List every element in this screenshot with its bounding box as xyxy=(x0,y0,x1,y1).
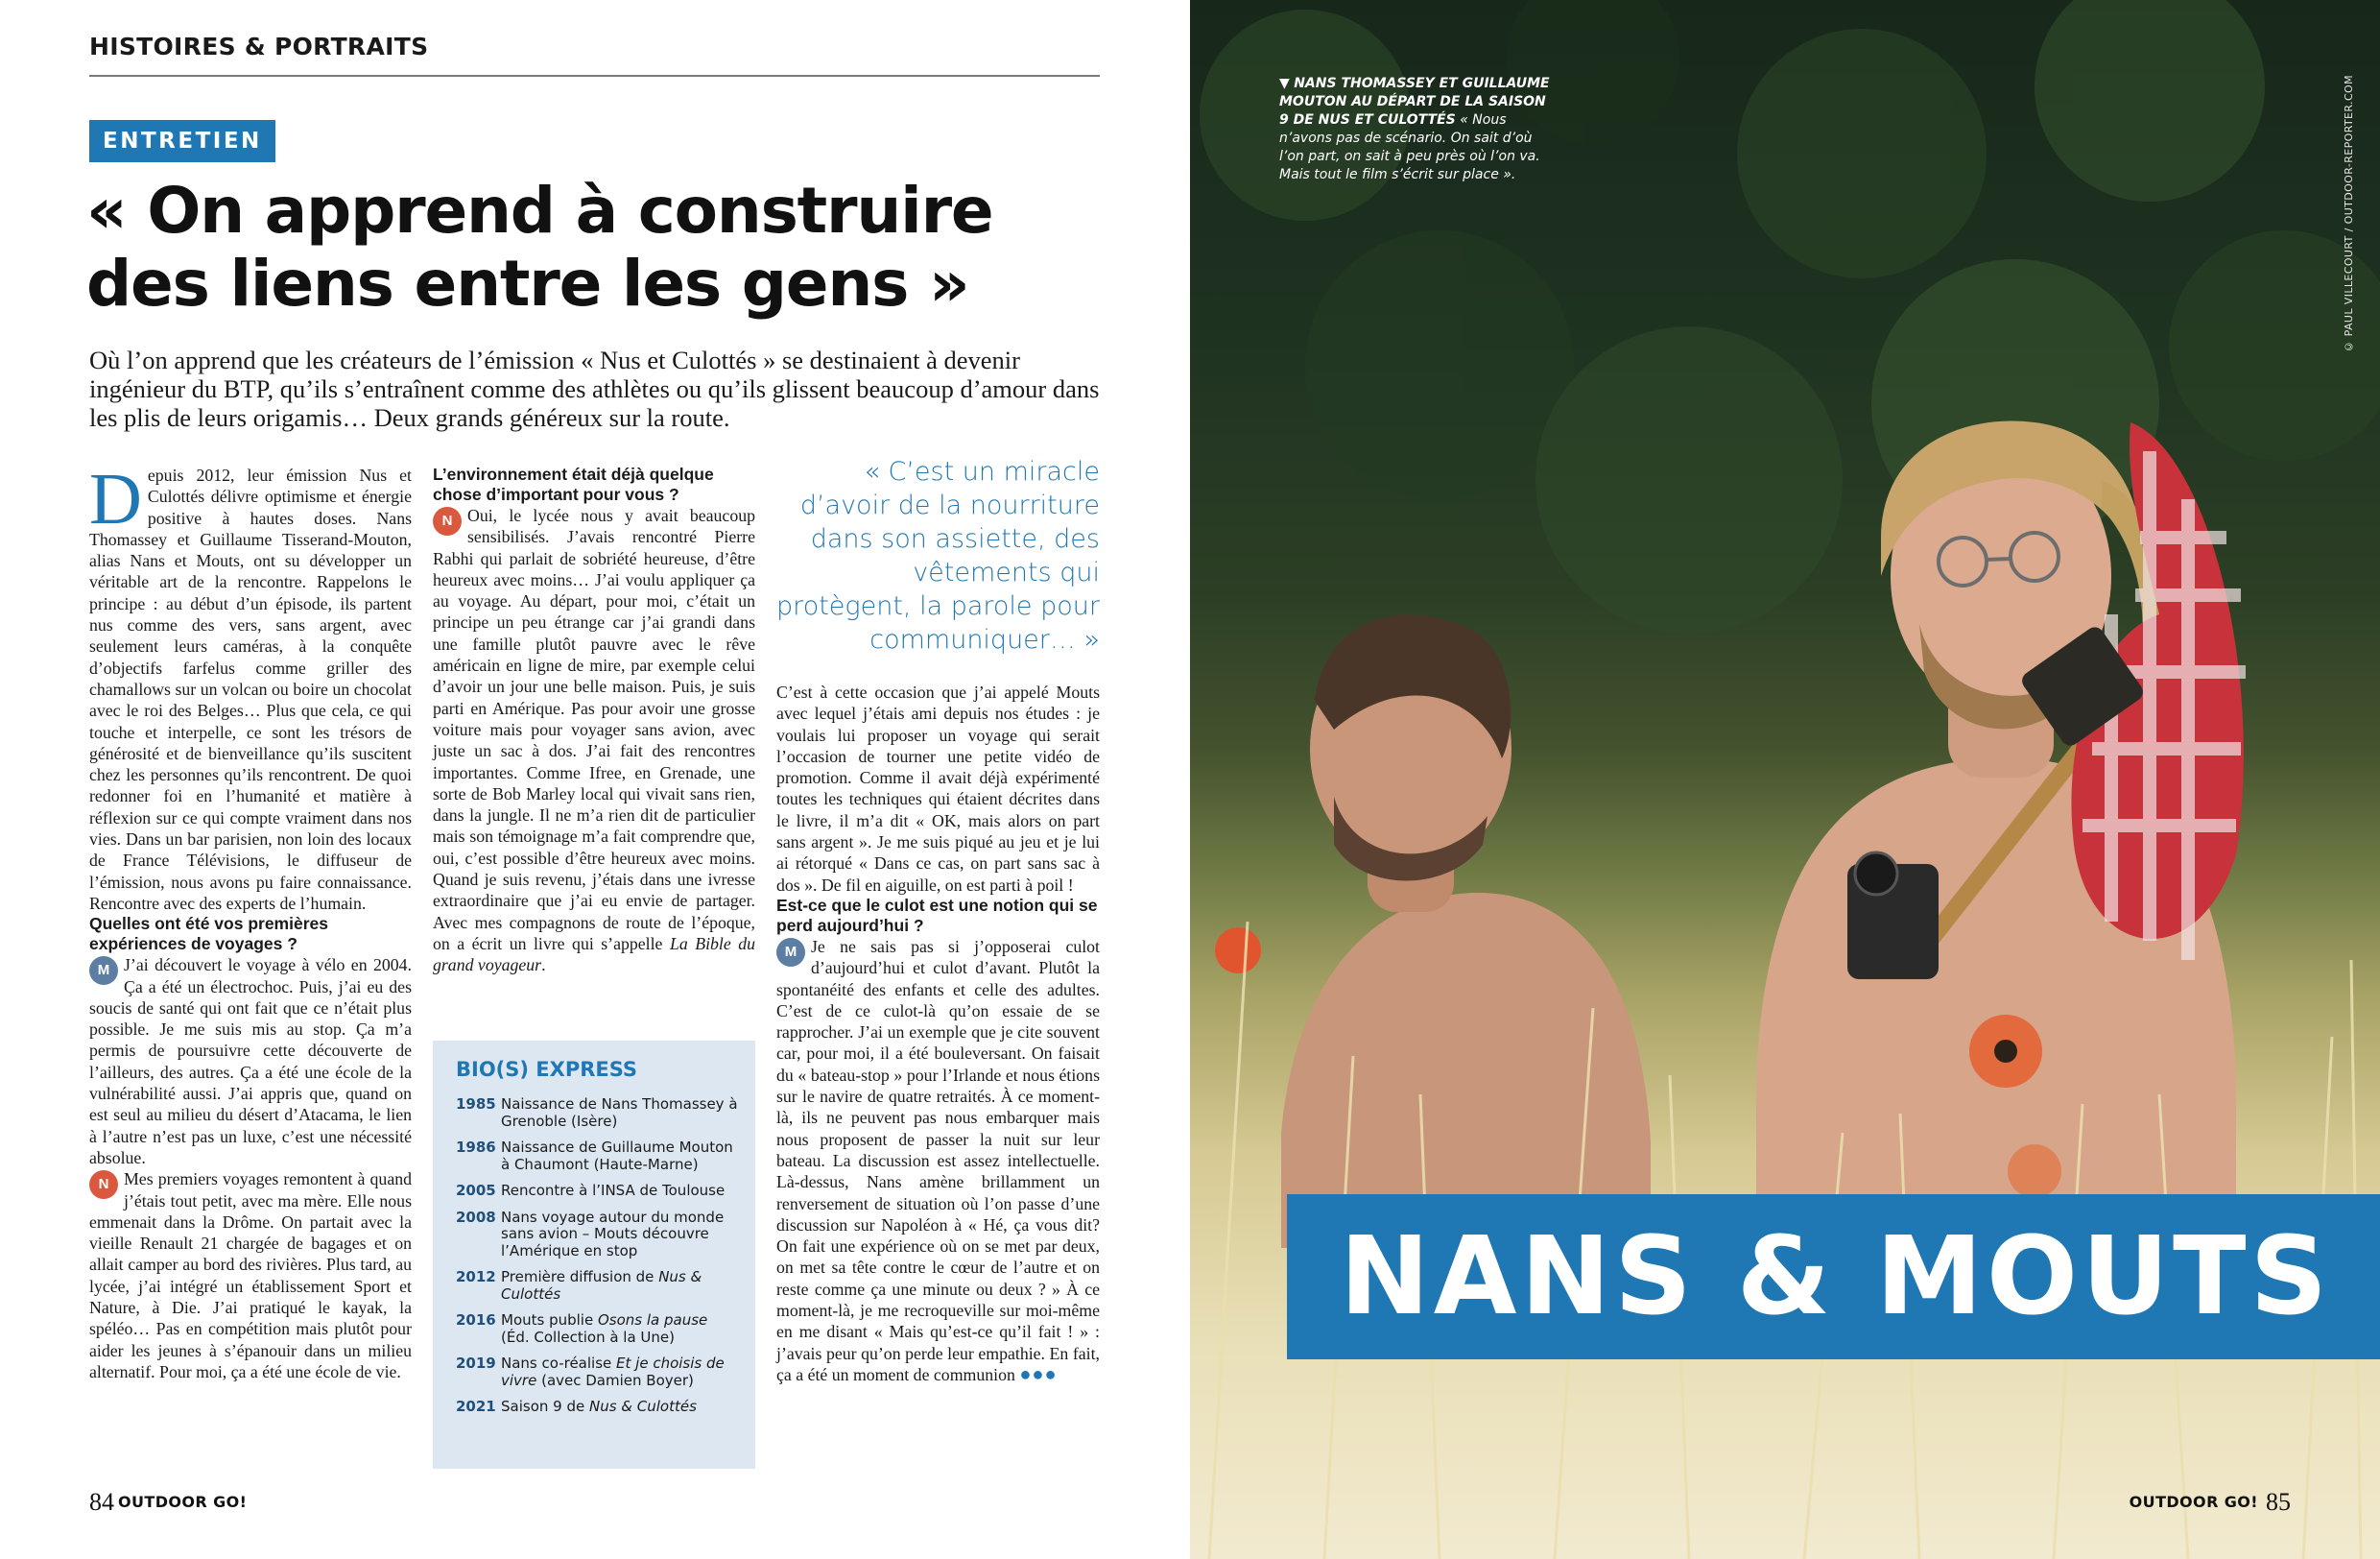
caption-arrow-icon: ▼ xyxy=(1279,76,1295,91)
book-title: La Bible du grand voyageur xyxy=(433,933,755,975)
bio-row xyxy=(456,1355,740,1389)
magazine-brand-left: OUTDOOR GO! xyxy=(118,1493,248,1511)
answer-1-m xyxy=(89,954,412,1168)
bio-text-main: Naissance de Nans Thomassey à Grenoble (Isère) xyxy=(501,1095,738,1130)
intro-text: epuis 2012, leur émission Nus et Culottés délivre optimisme et énergie positive à hautes doses. Nans Thomassey et Guillaume Tisserand-Mouton, alias Nans et Mouts, ont su développer un véritable art de la rencontre. Rappelons le principe : au début d’un épisode, ils partent nus comme des vers, sans argent, avec seulement leurs caméras, à la conquête d’objectifs farfelus comme griller des chamallows sur un volcan ou boire un chocolat avec le roi des Belges… Plus que cela, ce qui touche et interpelle, ce sont les trésors de générosité et de bienveillance qu’ils suscitent chez les personnes qu’ils rencontrent. De quoi redonner foi en l’humanité et matière à réflexion sur ce qui compte vraiment dans nos vies. Dans un bar parisien, non loin des locaux de France Télévisions, le diffuseur de l’émission, nous avons pu faire connaissance. Rencontre avec des experts de l’humain. xyxy=(89,466,412,913)
headline xyxy=(86,175,1104,321)
photo-caption xyxy=(1279,75,1553,184)
caption-title: NANS THOMASSEY ET GUILLAUME MOUTON AU DÉPART DE LA SAISON 9 DE NUS ET CULOTTÉS xyxy=(1279,76,1550,128)
answer-2-n-text: Oui, le lycée nous y avait beaucoup sensibilisés. J’avais rencontré Pierre Rabhi qui parlait de sobriété heureuse, d’être heureux avec moins… J’ai voulu appliquer ça au voyage. Au départ, pour moi, c’était un principe un peu étrange car j’ai grandi dans une famille plutôt pauvre avec le rêve américain en ligne de mire, par exemple celui d’avoir un jour une belle maison. Puis, je suis parti en Amérique. Pas pour avoir une grosse voiture mais pour voyager sans avion, avec juste un sac à dos. J’ai fait des rencontres importantes. Comme Ifree, en Grenade, une sorte de Bob Marley local qui vivait sans rien, dans la jungle. Il ne m’a rien dit de particulier mais son témoignage m’a fait comprendre que, oui, c’est possible d’être heureux avec moins. Quand je suis revenu, j’étais dans une ivresse extraordinaire que j’ai eu envie de partager. Avec mes compagnons de route de l’époque, on a écrit un livre qui s’appelle xyxy=(433,506,755,953)
intro-paragraph xyxy=(89,459,412,914)
continued-marker: ●●● xyxy=(1019,1363,1058,1385)
bio-row xyxy=(456,1096,740,1130)
right-page-photo xyxy=(1190,0,2380,1559)
bio-text-main: Naissance de Guillaume Mouton à Chaumont (Haute-Marne) xyxy=(501,1139,733,1173)
bio-text-title: Nus & Culottés xyxy=(588,1398,697,1415)
drop-cap: D xyxy=(89,459,142,540)
banner-title: NANS & MOUTS xyxy=(1340,1214,2332,1339)
headline-line-1: « On apprend à construire xyxy=(86,174,993,248)
bio-text-main: Rencontre à l’INSA de Toulouse xyxy=(501,1182,726,1199)
answer-1-n xyxy=(89,1168,412,1382)
page-folio-left xyxy=(89,1488,247,1517)
page-folio-right xyxy=(2130,1488,2291,1517)
question-3: Est-ce que le culot est une notion qui se perd aujourd’hui ? xyxy=(776,895,1098,935)
answer-1-m-text: J’ai découvert le voyage à vélo en 2004. Ça a été un électrochoc. Puis, j’ai eu des soucis de santé qui ont fait que ce n’était plus possible. Je me suis mis au stop. Ça m’a permis de poursuivre cette découverte de l’ailleurs, des autres. Ça a été une école de la vulnérabilité aussi. J’ai appris que, quand on est seul au milieu du désert d’Atacama, le lien à l’autre n’est pas un luxe, c’est une nécessité absolue. xyxy=(89,955,412,1167)
column-1 xyxy=(89,459,412,1382)
bio-text xyxy=(501,1183,725,1200)
bio-row xyxy=(456,1210,740,1260)
bio-text xyxy=(501,1355,740,1389)
bio-text-main: Nans co-réalise xyxy=(501,1355,617,1372)
bio-year: 2005 xyxy=(456,1182,496,1199)
speaker-badge-m: M xyxy=(776,938,805,967)
bio-text-after: (avec Damien Boyer) xyxy=(536,1371,694,1389)
photo-credit: © PAUL VILLECOURT / OUTDOOR-REPORTER.COM xyxy=(2343,75,2355,353)
header-divider xyxy=(89,75,1100,77)
bio-express-box xyxy=(433,1041,755,1469)
column-3-paragraph: C’est à cette occasion que j’ai appelé Mouts avec lequel j’étais ami depuis nos études : je voulais lui proposer un voyage qui serait l’occasion de tourner une petite vidéo de promotion. Comme il avait déjà expérimenté toutes les techniques qui étaient décrites dans le livre, il m’a dit « OK, mais alors on part sans argent ». Je me suis piqué au jeu et je lui ai rétorqué « Dans ce cas, on part sans sac à dos ». De fil en aiguille, on est parti à poil ! xyxy=(776,683,1100,895)
answer-2-n xyxy=(433,505,755,976)
answer-3-m-text: Je ne sais pas si j’opposerai culot d’aujourd’hui et culot d’avant. Plutôt la spontanéité des enfants et celle des adultes. C’est de ce culot-là qu’on essaie de se rapprocher. J’ai un exemple que je cite souvent car, pour moi, il a été bouleversant. On faisait du « bateau-stop » pour l’Irlande et nous étions sur le navire de quatre retraités. À ce moment-là, ils ne peuvent pas nous embarquer mais nous proposent de passer la nuit sur leur bateau. La discussion est assez intellectuelle. Là-dessus, Nans amène brillamment un renversement de situation où l’on passe d’une discussion sur Napoléon à « Hé, ça vous dit? On fait une expérience où on se met par deux, on met sa tête contre le cœur de l’autre et on reste comme ça une minute ou deux ? » À ce moment-là, je me recroqueville sur moi-même en me disant « Mais qu’est-ce qu’il fait ! » : j’avais peur qu’on perde leur empathie. En fait, ça a été un moment de communion xyxy=(776,936,1100,1384)
bio-row xyxy=(456,1139,740,1173)
bio-year: 2016 xyxy=(456,1311,496,1329)
standfirst: Où l’on apprend que les créateurs de l’émission « Nus et Culottés » se destinaient à devenir ingénieur du BTP, qu’ils s’entraînent comme des athlètes ou qu’ils glissent beaucoup d’amour dans les plis de leurs origamis… Deux grands généreux sur la route. xyxy=(89,346,1100,432)
speaker-badge-n: N xyxy=(89,1170,118,1199)
answer-2-end: . xyxy=(541,955,546,975)
bio-year: 1986 xyxy=(456,1139,496,1156)
headline-line-2: des liens entre les gens » xyxy=(86,247,969,321)
bio-year: 2008 xyxy=(456,1208,496,1226)
bio-text xyxy=(501,1269,740,1303)
bio-text-main: Première diffusion de xyxy=(501,1268,659,1285)
page-number-left: 84 xyxy=(89,1488,114,1516)
magazine-brand-right: OUTDOOR GO! xyxy=(2129,1493,2258,1511)
bio-row xyxy=(456,1183,740,1200)
bio-year: 2021 xyxy=(456,1398,496,1415)
column-2 xyxy=(433,465,755,976)
bio-text-after: (Éd. Collection à la Une) xyxy=(501,1328,676,1346)
section-header: HISTOIRES & PORTRAITS xyxy=(89,33,429,60)
bio-text-title: Osons la pause xyxy=(597,1311,708,1329)
answer-3-m xyxy=(776,936,1100,1385)
pull-quote: « C’est un miracle d’avoir de la nourriture dans son assiette, des vêtements qui protègent, la parole pour communiquer… » xyxy=(776,457,1100,655)
bio-text xyxy=(501,1139,740,1173)
bio-year: 2019 xyxy=(456,1355,496,1372)
bio-year: 1985 xyxy=(456,1095,496,1113)
bio-row xyxy=(456,1312,740,1346)
column-3 xyxy=(776,682,1100,1385)
page-number-right: 85 xyxy=(2266,1488,2291,1516)
bio-text-title: Nus & Culottés xyxy=(501,1268,702,1303)
bio-text-main: Nans voyage autour du monde sans avion – Mouts découvre l’Amérique en stop xyxy=(501,1208,725,1259)
bio-text xyxy=(501,1399,697,1416)
caption-text: « Nous n’avons pas de scénario. On sait d’où l’on part, on sait à peu près où l’on va. Mais tout le film s’écrit sur place ». xyxy=(1279,112,1540,182)
person-nans xyxy=(1281,614,1651,1248)
bio-row xyxy=(456,1399,740,1416)
bio-title: BIO(S) EXPRESS xyxy=(456,1058,638,1081)
bio-text-title: Et je choisis de vivre xyxy=(501,1355,725,1389)
bio-text xyxy=(501,1210,740,1260)
speaker-badge-m: M xyxy=(89,956,118,985)
question-2: L’environnement était déjà quelque chose d’important pour vous ? xyxy=(433,465,714,504)
article-tag: ENTRETIEN xyxy=(89,120,275,162)
bio-row xyxy=(456,1269,740,1303)
title-banner xyxy=(1287,1194,2380,1359)
answer-1-n-text: Mes premiers voyages remontent à quand j’étais tout petit, avec ma mère. Elle nous emmenait dans la Drôme. On partait avec la vieille Renault 21 chargée de bagages et on allait camper au bord des rivières. Plus tard, au lycée, j’ai intégré un établissement Sport et Nature, à Die. J’ai pratiqué le kayak, la spéléo… Pas en compétition mais plutôt pour aider les jeunes à s’épanouir dans un milieu alternatif. Pour moi, ça a été une école de vie. xyxy=(89,1169,412,1381)
bio-text-main: Mouts publie xyxy=(501,1311,598,1329)
bio-text xyxy=(501,1312,740,1346)
bio-list xyxy=(456,1096,740,1416)
bio-year: 2012 xyxy=(456,1268,496,1285)
question-1: Quelles ont été vos premières expériences de voyages ? xyxy=(89,914,328,954)
bio-text xyxy=(501,1096,740,1130)
speaker-badge-n: N xyxy=(433,507,462,536)
bio-text-main: Saison 9 de xyxy=(501,1398,589,1415)
